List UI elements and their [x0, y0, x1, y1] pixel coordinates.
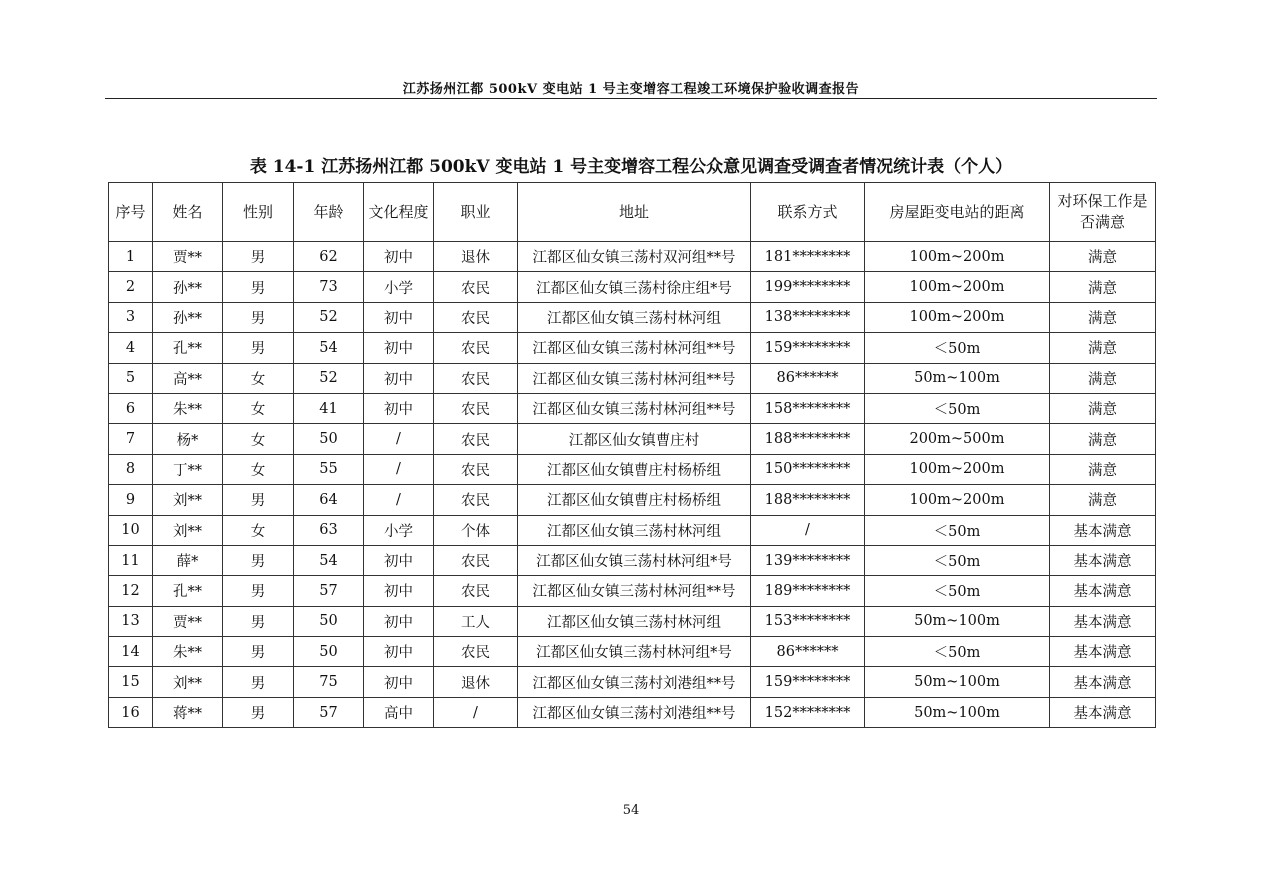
table-cell-index: 11	[109, 545, 153, 575]
table-cell-index: 12	[109, 576, 153, 606]
table-cell-distance: 100m~200m	[865, 302, 1050, 332]
column-header-address: 地址	[518, 183, 751, 242]
column-header-education: 文化程度	[364, 183, 434, 242]
table-row	[109, 606, 1156, 636]
table-cell-occupation: 农民	[434, 333, 518, 363]
table-cell-satisfaction: 基本满意	[1050, 606, 1156, 636]
table-cell-gender: 男	[223, 272, 294, 302]
table-cell-education: 小学	[364, 515, 434, 545]
column-header-gender: 性别	[223, 183, 294, 242]
table-cell-index: 14	[109, 637, 153, 667]
table-cell-education: 初中	[364, 363, 434, 393]
table-cell-occupation: 农民	[434, 545, 518, 575]
table-cell-contact: 189********	[751, 576, 865, 606]
table-cell-gender: 女	[223, 424, 294, 454]
table-cell-name: 孔**	[153, 576, 223, 606]
table-cell-occupation: 个体	[434, 515, 518, 545]
table-cell-address: 江都区仙女镇三荡村林河组	[518, 515, 751, 545]
table-row	[109, 242, 1156, 272]
table-cell-age: 62	[294, 242, 364, 272]
table-cell-name: 刘**	[153, 515, 223, 545]
table-cell-satisfaction: 满意	[1050, 272, 1156, 302]
table-cell-address: 江都区仙女镇三荡村林河组**号	[518, 333, 751, 363]
table-cell-satisfaction: 满意	[1050, 454, 1156, 484]
table-cell-distance: ＜50m	[865, 637, 1050, 667]
table-cell-contact: 158********	[751, 393, 865, 423]
table-cell-name: 丁**	[153, 454, 223, 484]
table-row	[109, 302, 1156, 332]
table-cell-address: 江都区仙女镇三荡村林河组	[518, 302, 751, 332]
table-cell-education: 初中	[364, 667, 434, 697]
table-caption: 表 14-1 江苏扬州江都 500kV 变电站 1 号主变增容工程公众意见调查受调查者情况统计表（个人）	[249, 157, 1013, 177]
table-cell-age: 52	[294, 302, 364, 332]
table-cell-index: 8	[109, 454, 153, 484]
table-cell-gender: 男	[223, 576, 294, 606]
table-cell-distance: 100m~200m	[865, 485, 1050, 515]
column-header-occupation: 职业	[434, 183, 518, 242]
table-cell-gender: 男	[223, 485, 294, 515]
table-cell-age: 64	[294, 485, 364, 515]
table-cell-satisfaction: 基本满意	[1050, 667, 1156, 697]
table-cell-age: 57	[294, 697, 364, 727]
table-cell-age: 54	[294, 333, 364, 363]
table-cell-contact: 86******	[751, 637, 865, 667]
table-cell-distance: ＜50m	[865, 333, 1050, 363]
table-cell-satisfaction: 满意	[1050, 302, 1156, 332]
table-cell-address: 江都区仙女镇三荡村双河组**号	[518, 242, 751, 272]
table-cell-contact: 181********	[751, 242, 865, 272]
table-cell-name: 刘**	[153, 667, 223, 697]
table-cell-satisfaction: 满意	[1050, 485, 1156, 515]
table-cell-age: 50	[294, 424, 364, 454]
table-cell-address: 江都区仙女镇曹庄村杨桥组	[518, 485, 751, 515]
table-cell-index: 10	[109, 515, 153, 545]
table-row	[109, 393, 1156, 423]
column-header-age: 年龄	[294, 183, 364, 242]
table-body	[109, 242, 1156, 728]
table-cell-name: 贾**	[153, 606, 223, 636]
table-cell-index: 7	[109, 424, 153, 454]
table-cell-index: 15	[109, 667, 153, 697]
table-cell-gender: 男	[223, 637, 294, 667]
column-header-satisfaction: 对环保工作是否满意	[1050, 183, 1156, 242]
survey-table	[108, 182, 1156, 728]
table-cell-satisfaction: 满意	[1050, 424, 1156, 454]
table-cell-name: 孔**	[153, 333, 223, 363]
table-cell-name: 刘**	[153, 485, 223, 515]
column-header-index: 序号	[109, 183, 153, 242]
table-cell-occupation: 农民	[434, 272, 518, 302]
table-cell-index: 6	[109, 393, 153, 423]
table-cell-contact: 159********	[751, 667, 865, 697]
table-cell-distance: 50m~100m	[865, 667, 1050, 697]
table-cell-gender: 男	[223, 302, 294, 332]
column-header-contact: 联系方式	[751, 183, 865, 242]
table-cell-index: 3	[109, 302, 153, 332]
table-cell-name: 蒋**	[153, 697, 223, 727]
table-cell-contact: 138********	[751, 302, 865, 332]
table-row	[109, 485, 1156, 515]
table-cell-name: 朱**	[153, 393, 223, 423]
table-cell-name: 杨*	[153, 424, 223, 454]
table-cell-gender: 男	[223, 697, 294, 727]
table-cell-age: 63	[294, 515, 364, 545]
table-cell-occupation: 农民	[434, 485, 518, 515]
table-cell-distance: 100m~200m	[865, 272, 1050, 302]
table-cell-distance: 100m~200m	[865, 242, 1050, 272]
table-row	[109, 424, 1156, 454]
table-cell-contact: 139********	[751, 545, 865, 575]
table-cell-index: 1	[109, 242, 153, 272]
table-cell-age: 75	[294, 667, 364, 697]
table-cell-age: 50	[294, 637, 364, 667]
table-cell-contact: 188********	[751, 485, 865, 515]
table-cell-age: 41	[294, 393, 364, 423]
table-cell-name: 贾**	[153, 242, 223, 272]
table-cell-contact: 188********	[751, 424, 865, 454]
table-cell-education: 初中	[364, 333, 434, 363]
running-header: 江苏扬州江都 500kV 变电站 1 号主变增容工程竣工环境保护验收调查报告	[402, 82, 860, 97]
table-cell-gender: 男	[223, 606, 294, 636]
table-cell-distance: ＜50m	[865, 576, 1050, 606]
table-cell-education: /	[364, 454, 434, 484]
table-cell-gender: 男	[223, 545, 294, 575]
table-cell-address: 江都区仙女镇三荡村林河组*号	[518, 545, 751, 575]
table-cell-distance: 100m~200m	[865, 454, 1050, 484]
table-cell-satisfaction: 基本满意	[1050, 637, 1156, 667]
table-cell-education: 初中	[364, 302, 434, 332]
table-cell-contact: /	[751, 515, 865, 545]
table-cell-age: 73	[294, 272, 364, 302]
table-row	[109, 545, 1156, 575]
table-cell-occupation: 农民	[434, 393, 518, 423]
table-cell-address: 江都区仙女镇三荡村林河组*号	[518, 637, 751, 667]
table-cell-name: 朱**	[153, 637, 223, 667]
table-cell-occupation: 农民	[434, 424, 518, 454]
table-cell-education: 初中	[364, 242, 434, 272]
table-cell-education: 初中	[364, 576, 434, 606]
table-cell-name: 薛*	[153, 545, 223, 575]
table-cell-education: 初中	[364, 606, 434, 636]
table-cell-occupation: 退休	[434, 667, 518, 697]
table-cell-contact: 199********	[751, 272, 865, 302]
table-cell-distance: 50m~100m	[865, 363, 1050, 393]
page-number: 54	[622, 803, 640, 818]
table-cell-satisfaction: 满意	[1050, 242, 1156, 272]
table-row	[109, 272, 1156, 302]
table-cell-education: /	[364, 424, 434, 454]
table-row	[109, 363, 1156, 393]
table-cell-satisfaction: 基本满意	[1050, 697, 1156, 727]
table-cell-satisfaction: 满意	[1050, 363, 1156, 393]
table-cell-index: 13	[109, 606, 153, 636]
table-cell-education: 小学	[364, 272, 434, 302]
table-row	[109, 576, 1156, 606]
table-cell-satisfaction: 满意	[1050, 333, 1156, 363]
table-cell-occupation: 农民	[434, 363, 518, 393]
table-cell-age: 55	[294, 454, 364, 484]
table-cell-occupation: 工人	[434, 606, 518, 636]
table-row	[109, 333, 1156, 363]
table-cell-satisfaction: 基本满意	[1050, 515, 1156, 545]
table-cell-distance: 200m~500m	[865, 424, 1050, 454]
table-cell-address: 江都区仙女镇三荡村徐庄组*号	[518, 272, 751, 302]
table-cell-occupation: 农民	[434, 637, 518, 667]
table-cell-age: 57	[294, 576, 364, 606]
table-cell-gender: 女	[223, 393, 294, 423]
table-cell-index: 5	[109, 363, 153, 393]
table-cell-distance: 50m~100m	[865, 697, 1050, 727]
table-cell-contact: 159********	[751, 333, 865, 363]
table-cell-gender: 男	[223, 333, 294, 363]
table-cell-satisfaction: 满意	[1050, 393, 1156, 423]
table-cell-education: 初中	[364, 545, 434, 575]
table-row	[109, 454, 1156, 484]
table-row	[109, 667, 1156, 697]
table-cell-satisfaction: 基本满意	[1050, 545, 1156, 575]
table-cell-age: 54	[294, 545, 364, 575]
table-cell-address: 江都区仙女镇曹庄村	[518, 424, 751, 454]
table-cell-age: 52	[294, 363, 364, 393]
table-cell-contact: 153********	[751, 606, 865, 636]
table-cell-name: 孙**	[153, 302, 223, 332]
table-cell-age: 50	[294, 606, 364, 636]
table-row	[109, 637, 1156, 667]
table-cell-gender: 女	[223, 454, 294, 484]
table-cell-education: 初中	[364, 393, 434, 423]
table-cell-occupation: /	[434, 697, 518, 727]
table-cell-gender: 女	[223, 363, 294, 393]
table-cell-education: 初中	[364, 637, 434, 667]
table-cell-index: 2	[109, 272, 153, 302]
table-cell-occupation: 农民	[434, 454, 518, 484]
table-cell-name: 孙**	[153, 272, 223, 302]
table-cell-distance: ＜50m	[865, 393, 1050, 423]
table-cell-address: 江都区仙女镇曹庄村杨桥组	[518, 454, 751, 484]
table-cell-distance: ＜50m	[865, 545, 1050, 575]
table-cell-address: 江都区仙女镇三荡村刘港组**号	[518, 697, 751, 727]
table-cell-education: 高中	[364, 697, 434, 727]
table-cell-occupation: 农民	[434, 302, 518, 332]
table-cell-contact: 86******	[751, 363, 865, 393]
table-cell-address: 江都区仙女镇三荡村林河组**号	[518, 576, 751, 606]
table-cell-index: 9	[109, 485, 153, 515]
table-cell-distance: 50m~100m	[865, 606, 1050, 636]
table-header-row	[109, 183, 1156, 242]
table-row	[109, 697, 1156, 727]
table-cell-satisfaction: 基本满意	[1050, 576, 1156, 606]
table-cell-address: 江都区仙女镇三荡村刘港组**号	[518, 667, 751, 697]
table-cell-address: 江都区仙女镇三荡村林河组	[518, 606, 751, 636]
table-cell-name: 高**	[153, 363, 223, 393]
table-cell-distance: ＜50m	[865, 515, 1050, 545]
table-cell-occupation: 退休	[434, 242, 518, 272]
header-divider	[105, 98, 1157, 99]
table-cell-address: 江都区仙女镇三荡村林河组**号	[518, 363, 751, 393]
table-cell-contact: 152********	[751, 697, 865, 727]
table-cell-address: 江都区仙女镇三荡村林河组**号	[518, 393, 751, 423]
table-cell-gender: 男	[223, 667, 294, 697]
table-cell-occupation: 农民	[434, 576, 518, 606]
table-cell-gender: 男	[223, 242, 294, 272]
column-header-name: 姓名	[153, 183, 223, 242]
table-cell-education: /	[364, 485, 434, 515]
table-cell-index: 4	[109, 333, 153, 363]
table-row	[109, 515, 1156, 545]
table-cell-index: 16	[109, 697, 153, 727]
column-header-distance: 房屋距变电站的距离	[865, 183, 1050, 242]
table-cell-contact: 150********	[751, 454, 865, 484]
table-cell-gender: 女	[223, 515, 294, 545]
